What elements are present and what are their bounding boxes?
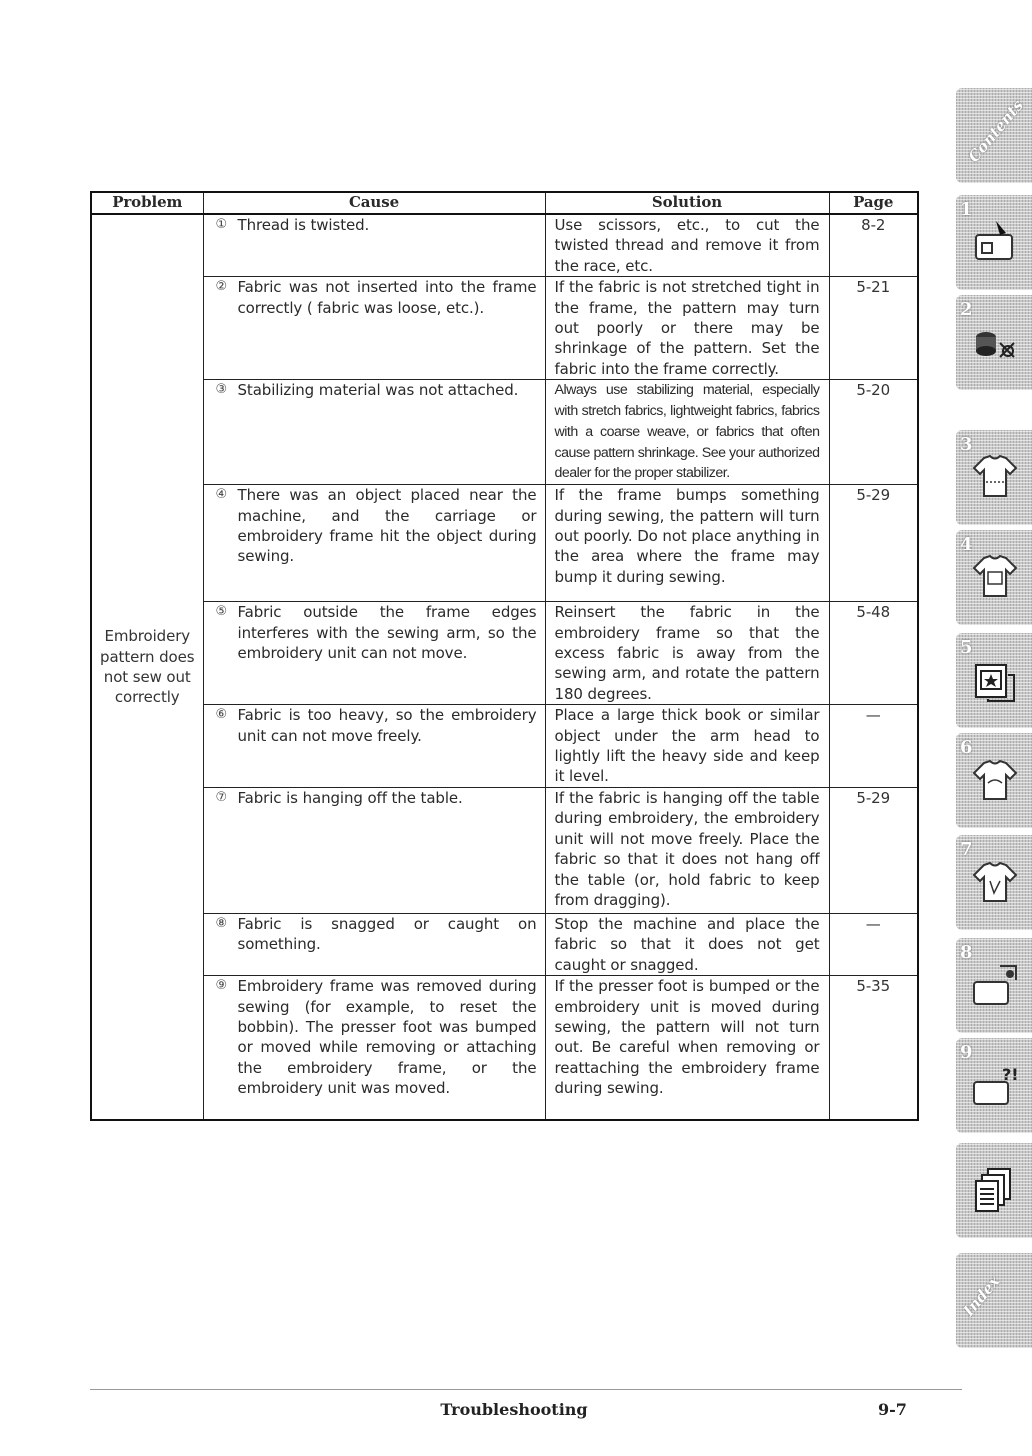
solution-text: If the presser foot is bumped or the embroidery unit is moved during sewing, the pattern will not turn out. Be careful when removing or reattaching the embroidery frame during sewing. [545, 976, 829, 1121]
footer-divider [90, 1389, 962, 1390]
tab-number: 9 [960, 1042, 973, 1063]
solution-text: If the fabric is not stretched tight in the frame, the pattern may turn out poorly or there may be shrinkage of the pattern. Set the fabric into the frame correctly. [545, 277, 829, 380]
tab-number: 3 [960, 434, 973, 455]
solution-text: Place a large thick book or similar object under the arm head to lightly lift the heavy side and keep it level. [545, 705, 829, 788]
cause-cell [203, 913, 545, 975]
cause-cell [203, 380, 545, 485]
tab-chapter-1[interactable] [956, 195, 1032, 290]
solution-text: Use scissors, etc., to cut the twisted thread and remove it from the race, etc. [545, 214, 829, 277]
cause-number: ⑨ [215, 978, 228, 994]
cause-number: ⑤ [215, 604, 228, 620]
cause-cell [203, 705, 545, 788]
cause-text: Fabric is snagged or caught on something. [237, 914, 537, 954]
footer-page-number: 9-7 [878, 1400, 907, 1419]
cause-text: There was an object placed near the machine, and the carriage or embroidery frame hit the object during sewing. [237, 486, 537, 566]
footer-section-title: Troubleshooting [440, 1400, 588, 1419]
page-reference[interactable]: — [829, 705, 918, 788]
cause-text: Fabric outside the frame edges interferes with the sewing arm, so the embroidery unit can not move. [237, 603, 537, 663]
shirt-stitch-icon [970, 452, 1020, 502]
cause-number: ② [215, 279, 228, 295]
page-reference[interactable]: — [829, 913, 918, 975]
solution-text: Stop the machine and place the fabric so that it does not get caught or snagged. [545, 913, 829, 975]
troubleshooting-table [90, 191, 919, 1121]
shirt-design-icon [970, 755, 1020, 805]
cause-number: ① [215, 217, 228, 232]
tab-chapter-7[interactable] [956, 835, 1032, 930]
table-row [91, 602, 918, 705]
header-solution: Solution [545, 192, 829, 214]
tab-number: 7 [960, 839, 973, 860]
tab-chapter-9[interactable] [956, 1038, 1032, 1133]
tab-label: Contents [964, 96, 1027, 166]
tab-chapter-8[interactable] [956, 938, 1032, 1033]
cause-cell [203, 485, 545, 602]
solution-text: Reinsert the fabric in the embroidery frame so that the excess fabric is away from the sewing arm, and rotate the pattern 180 degrees. [545, 602, 829, 705]
solution-text: Always use stabilizing material, especially with stretch fabrics, lightweight fabrics, fabrics with a coarse weave, or fabrics that often cause pattern shrinkage. See your authorized dealer for the proper stabilizer. [545, 380, 829, 485]
tab-label: Index [959, 1272, 1004, 1320]
header-cause: Cause [203, 192, 545, 214]
tab-chapter-4[interactable] [956, 530, 1032, 625]
solution-text: If the fabric is hanging off the table during embroidery, the embroidery unit will not move freely. Place the fabric so that it does not hang off the table (or, hold fabric to keep from dragging). [545, 787, 829, 913]
tab-contents[interactable] [956, 88, 1032, 183]
page-reference[interactable]: 5-29 [829, 787, 918, 913]
shirt-edit-icon [970, 857, 1020, 907]
tab-chapter-2[interactable] [956, 295, 1032, 390]
cause-text: Stabilizing material was not attached. [237, 381, 519, 400]
troubleshooting-icon [970, 1060, 1020, 1110]
thread-scissors-icon [970, 317, 1020, 367]
table-row [91, 485, 918, 602]
tab-number: 8 [960, 942, 973, 963]
cause-text: Fabric is too heavy, so the embroidery unit can not move freely. [237, 706, 537, 745]
cause-cell [203, 976, 545, 1121]
shirt-abc-icon [970, 552, 1020, 602]
cause-number: ④ [215, 487, 228, 503]
page-reference[interactable]: 5-21 [829, 277, 918, 380]
tab-index[interactable] [956, 1253, 1032, 1348]
cause-number: ⑦ [215, 789, 228, 805]
tab-chapter-5[interactable] [956, 633, 1032, 728]
table-row [91, 976, 918, 1121]
header-problem: Problem [91, 192, 203, 214]
cause-text: Embroidery frame was removed during sewing (for example, to reset the bobbin). The presser foot was bumped or moved while removing or attaching the embroidery frame, or the embroidery unit was moved. [237, 977, 537, 1098]
table-row [91, 913, 918, 975]
tab-number: 4 [960, 534, 973, 555]
table-row [91, 214, 918, 277]
page-reference[interactable]: 5-20 [829, 380, 918, 485]
cause-cell [203, 277, 545, 380]
documents-icon [970, 1165, 1020, 1215]
page-reference[interactable]: 8-2 [829, 214, 918, 277]
tab-number: 5 [960, 637, 973, 658]
page-reference[interactable]: 5-48 [829, 602, 918, 705]
cause-number: ③ [215, 382, 228, 398]
cause-text: Fabric is hanging off the table. [237, 788, 463, 807]
svg-text:?!: ?! [1002, 1065, 1019, 1084]
problem-text: Embroidery pattern does not sew out correctly [91, 214, 203, 1120]
table-row [91, 277, 918, 380]
tab-chapter-6[interactable] [956, 733, 1032, 828]
cause-text: Fabric was not inserted into the frame correctly ( fabric was loose, etc.). [237, 278, 537, 317]
tab-chapter-3[interactable] [956, 430, 1032, 525]
table-row [91, 705, 918, 788]
sewing-machine-icon [970, 217, 1020, 267]
cause-cell [203, 602, 545, 705]
header-page: Page [829, 192, 918, 214]
solution-text: If the frame bumps something during sewing, the pattern will turn out poorly. Do not place anything in the area where the frame may bump it during sewing. [545, 485, 829, 602]
machine-maintenance-icon [970, 960, 1020, 1010]
cause-text: Thread is twisted. [237, 216, 370, 234]
cause-cell [203, 787, 545, 913]
tab-number: 6 [960, 737, 973, 758]
cause-number: ⑧ [215, 915, 228, 931]
table-header-row [91, 192, 918, 214]
page-reference[interactable]: 5-35 [829, 976, 918, 1121]
embroidery-frame-icon [970, 655, 1020, 705]
tab-documents[interactable] [956, 1143, 1032, 1238]
table-row [91, 380, 918, 485]
cause-number: ⑥ [215, 707, 228, 723]
tab-number: 2 [960, 299, 973, 320]
table-row [91, 787, 918, 913]
cause-cell [203, 214, 545, 277]
tab-number: 1 [960, 199, 973, 220]
page-reference[interactable]: 5-29 [829, 485, 918, 602]
